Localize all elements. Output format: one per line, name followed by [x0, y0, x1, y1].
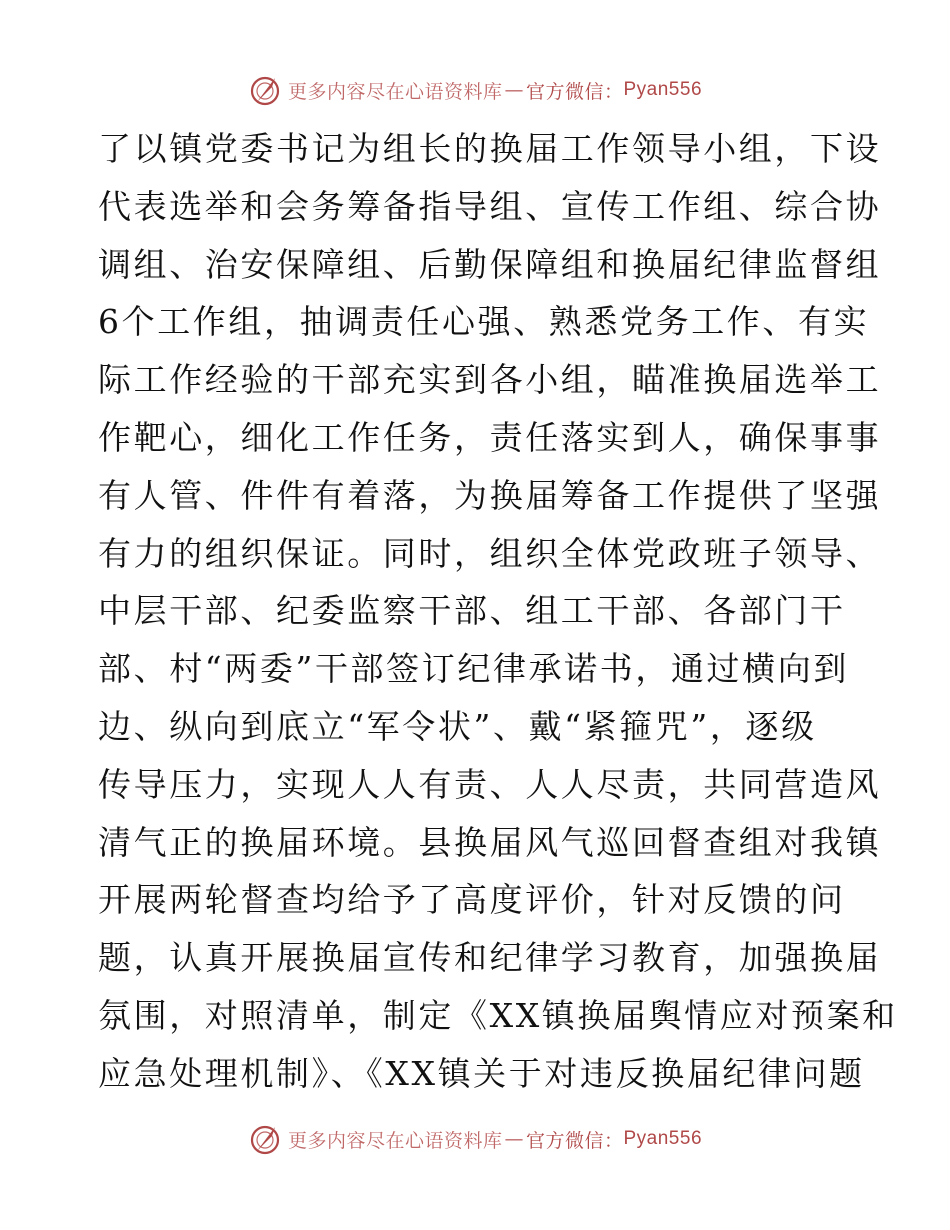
header-watermark: [0, 70, 950, 110]
text-line: 际工作经验的干部充实到各小组，瞄准换届选举工: [98, 360, 882, 400]
watermark-slogan: 更多内容尽在心语资料库: [287, 80, 503, 103]
watermark-handle: Pyan556: [623, 1128, 703, 1149]
text-line: 应急处理机制》、《XX镇关于对违反换届纪律问题: [98, 1053, 865, 1093]
text-line: 作靶心，细化工作任务，责任落实到人，确保事事: [98, 417, 882, 457]
text-line: 边、纵向到底立“军令状”、戴“紧箍咒”，逐级: [98, 706, 817, 746]
watermark-dash: —: [504, 79, 524, 101]
watermark-contact-label: 官方微信：: [525, 80, 624, 103]
text-line: 开展两轮督查均给予了高度评价，针对反馈的问: [98, 880, 846, 920]
text-line: 了以镇党委书记为组长的换届工作领导小组，下设: [98, 129, 882, 168]
text-line: 有力的组织保证。同时，组织全体党政班子领导、: [98, 533, 882, 573]
text-line: 传导压力，实现人人有责、人人尽责，共同营造风: [98, 764, 882, 804]
watermark-slogan: 更多内容尽在心语资料库: [287, 1129, 503, 1152]
watermark-handle: Pyan556: [623, 79, 703, 100]
footer-watermark: [0, 1119, 950, 1159]
text-line: 代表选举和会务筹备指导组、宣传工作组、综合协: [98, 186, 882, 226]
watermark-dash: —: [504, 1128, 524, 1150]
text-line: 题，认真开展换届宣传和纪律学习教育，加强换届: [98, 938, 882, 978]
text-line: 有人管、件件有着落，为换届筹备工作提供了坚强: [98, 475, 882, 515]
text-line: 清气正的换届环境。县换届风气巡回督查组对我镇: [98, 822, 882, 862]
watermark-contact-label: 官方微信：: [525, 1129, 624, 1152]
text-line: 氛围，对照清单，制定《XX镇换届舆情应对预案和: [98, 995, 898, 1035]
text-line: 6个工作组，抽调责任心强、熟悉党务工作、有实: [98, 302, 870, 342]
text-line: 中层干部、纪委监察干部、组工干部、各部门干: [98, 591, 846, 631]
quill-logo-icon: [248, 73, 282, 107]
document-body: [98, 120, 898, 1103]
text-line: 部、村“两委”干部签订纪律承诺书，通过横向到: [98, 649, 849, 689]
quill-logo-icon: [248, 1122, 282, 1156]
text-line: 调组、治安保障组、后勤保障组和换届纪律监督组: [98, 244, 882, 284]
